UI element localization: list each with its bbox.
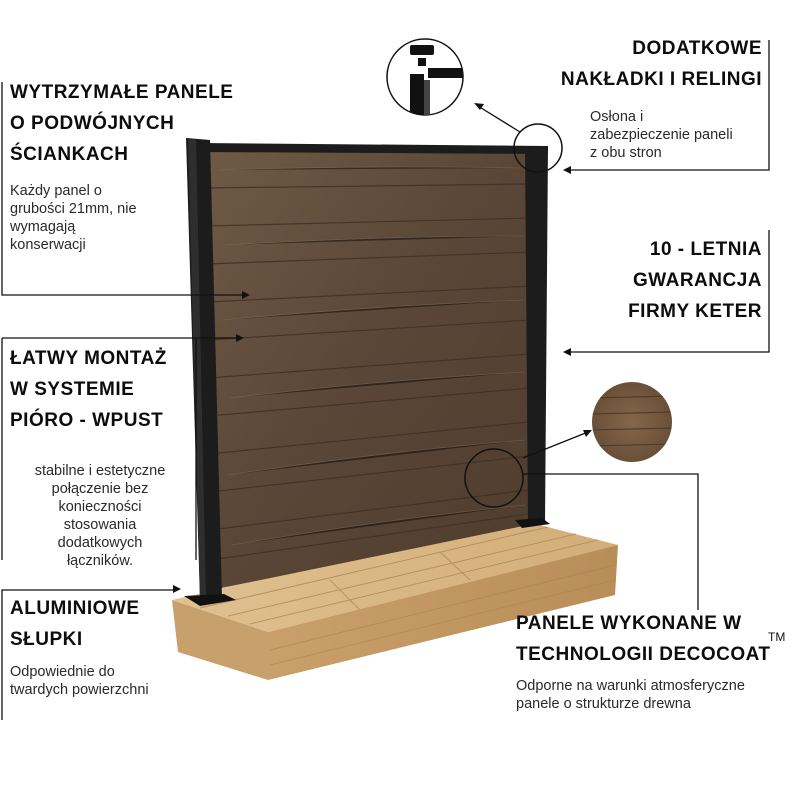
feature-decocoat-description [516, 677, 745, 713]
wood-swatch-inset [590, 382, 675, 462]
feature-posts [10, 593, 149, 699]
feature-decocoat-desc-1: Odporne na warunki atmosferyczne [516, 678, 745, 694]
feature-caps-desc-1: Osłona i [590, 109, 644, 125]
feature-warranty [628, 234, 762, 327]
feature-warranty-title-3: FIRMY KETER [628, 301, 762, 322]
feature-panels-title-3: ŚCIANKACH [10, 144, 129, 165]
feature-warranty-title-2: GWARANCJA [632, 270, 762, 291]
feature-caps-title-1: DODATKOWE [632, 38, 762, 59]
feature-decocoat [516, 608, 771, 670]
feature-mounting-title-2: W SYSTEMIE [10, 379, 135, 400]
feature-caps [561, 33, 762, 95]
feature-mounting-desc-5: dodatkowych [57, 535, 143, 551]
feature-mounting-desc-3: konieczności [58, 499, 142, 515]
feature-warranty-title-1: 10 - LETNIA [649, 239, 762, 260]
feature-mounting-desc-2: połączenie bez [51, 481, 149, 497]
feature-panels [10, 77, 233, 254]
feature-decocoat-title-2: TECHNOLOGII DECOCOAT [516, 644, 771, 665]
feature-mounting-description [10, 462, 190, 570]
feature-panels-desc-3: wymagają [10, 219, 76, 235]
cap-detail-inset [387, 39, 468, 120]
feature-mounting [10, 343, 167, 436]
feature-panels-title-2: O PODWÓJNYCH [10, 113, 175, 134]
feature-caps-desc-3: z obu stron [590, 145, 662, 161]
feature-decocoat-desc-2: panele o strukturze drewna [516, 696, 691, 712]
feature-posts-desc-2: twardych powierzchni [10, 682, 149, 698]
feature-panels-desc-2: grubości 21mm, nie [10, 201, 137, 217]
feature-mounting-desc-6: łączników. [66, 553, 134, 569]
feature-mounting-title-3: PIÓRO - WPUST [10, 410, 164, 431]
feature-posts-title-1: ALUMINIOWE [10, 598, 140, 619]
feature-decocoat-title-1: PANELE WYKONANE W [516, 613, 742, 634]
feature-caps-description [590, 108, 733, 162]
feature-caps-title-2: NAKŁADKI I RELINGI [560, 69, 762, 90]
trademark-mark: TM [768, 630, 786, 644]
feature-panels-title-1: WYTRZYMAŁE PANELE [10, 82, 234, 103]
feature-mounting-title-1: ŁATWY MONTAŻ [10, 348, 167, 369]
feature-caps-desc-2: zabezpieczenie paneli [590, 127, 733, 143]
feature-mounting-desc-1: stabilne i estetyczne [34, 463, 166, 479]
feature-panels-desc-4: konserwacji [10, 237, 86, 253]
feature-mounting-desc-4: stosowania [63, 517, 137, 533]
feature-posts-desc-1: Odpowiednie do [10, 664, 115, 680]
fence-panel [200, 143, 548, 590]
feature-panels-desc-1: Każdy panel o [10, 183, 102, 199]
feature-posts-title-2: SŁUPKI [10, 629, 83, 650]
